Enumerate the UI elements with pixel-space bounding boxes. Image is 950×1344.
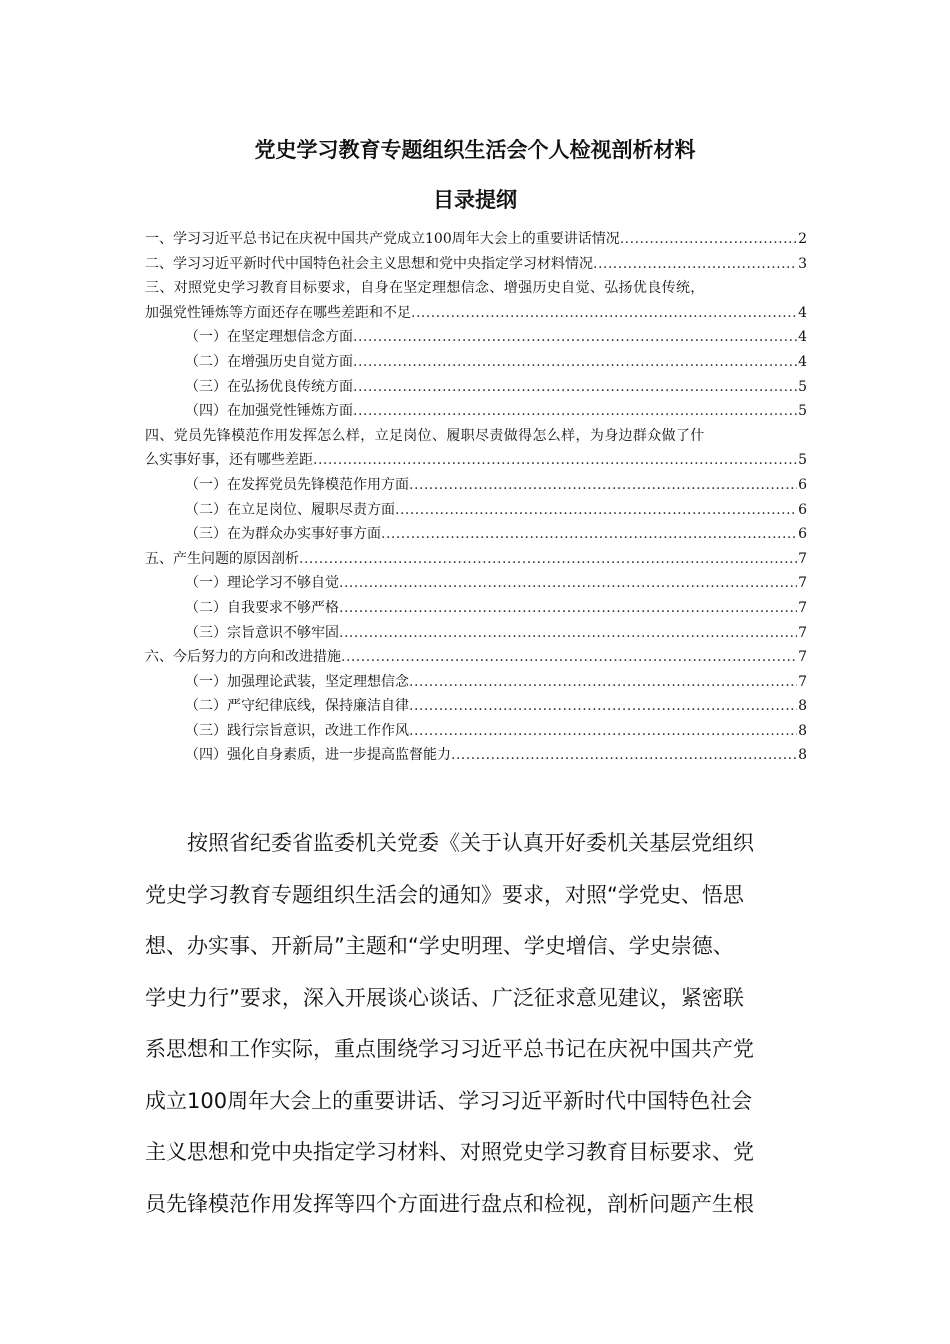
toc-leader-dots	[339, 621, 797, 646]
toc-leader-dots	[353, 375, 797, 400]
toc-entry-3-1[interactable]: （一）在坚定理想信念方面 ..... 4	[145, 325, 807, 350]
toc-entry-4-1[interactable]: （一）在发挥党员先锋模范作用方面 ..... 6	[145, 473, 807, 498]
toc-leader-dots	[353, 325, 797, 350]
toc-leader-dots	[409, 473, 797, 498]
toc-leader-dots	[620, 227, 797, 252]
toc-leader-dots	[313, 448, 797, 473]
toc-leader-dots	[409, 694, 797, 719]
toc-leader-dots	[341, 645, 797, 670]
toc-entry-6-1[interactable]: （一）加强理论武装，坚定理想信念 ..... 7	[145, 670, 807, 695]
paragraph-line: 按照省纪委省监委机关党委《关于认真开好委机关基层党组织	[187, 831, 754, 855]
toc-leader-dots	[353, 350, 797, 375]
toc-leader-dots	[381, 522, 797, 547]
paragraph-line: 成立100周年大会上的重要讲话、学习习近平新时代中国特色社会	[145, 1088, 753, 1113]
toc-entry-2[interactable]: 二、学习习近平新时代中国特色社会主义思想和党中央指定学习材料情况 ..... 3	[145, 252, 807, 277]
toc-leader-dots	[409, 719, 797, 744]
toc-page-number: 4	[798, 353, 807, 370]
toc-leader-dots	[339, 596, 797, 621]
toc-page-number: 7	[798, 599, 807, 616]
toc-leader-dots	[395, 498, 797, 523]
toc-leader-dots	[339, 571, 797, 596]
toc-page-number: 6	[798, 501, 807, 518]
toc-entry-6-2[interactable]: （二）严守纪律底线，保持廉洁自律 ..... 8	[145, 694, 807, 719]
toc-entry-5-1[interactable]: （一）理论学习不够自觉 ..... 7	[145, 571, 807, 596]
toc-leader-dots	[411, 301, 797, 326]
toc-page-number: 7	[798, 624, 807, 641]
paragraph-line: 员先锋模范作用发挥等四个方面进行盘点和检视，剖析问题产生根	[145, 1191, 754, 1216]
toc-entry-3-2[interactable]: （二）在增强历史自觉方面 ..... 4	[145, 350, 807, 375]
toc-page-number: 3	[798, 255, 807, 272]
toc-page-number: 2	[798, 231, 807, 247]
toc-leader-dots	[409, 670, 797, 695]
toc-entry-5[interactable]: 五、产生问题的原因剖析 ..... 7	[145, 547, 807, 572]
toc-entry-4[interactable]: 四、党员先锋模范作用发挥怎么样，立足岗位、履职尽责做得怎么样，为身边群众做了什 么实事好事，还有哪些差距 ..... 5	[145, 424, 807, 473]
paragraph-line: 主义思想和党中央指定学习材料、对照党史学习教育目标要求、党	[145, 1140, 754, 1164]
toc-entry-6-4[interactable]: （四）强化自身素质，进一步提高监督能力 ..... 8	[145, 743, 807, 768]
toc-page-number: 4	[798, 329, 807, 346]
toc-entry-6-3[interactable]: （三）践行宗旨意识，改进工作作风 ..... 8	[145, 719, 807, 744]
toc-page-number: 5	[798, 403, 807, 420]
paragraph-line: 想、办实事、开新局”主题和“学史明理、学史增信、学史崇德、	[145, 934, 734, 958]
paragraph-line: 党史学习教育专题组织生活会的通知》要求，对照“学党史、悟思	[145, 882, 744, 907]
toc-page-number: 6	[798, 476, 807, 493]
toc-page-number: 7	[798, 649, 807, 666]
toc-entry-5-3[interactable]: （三）宗旨意识不够牢固 ..... 7	[145, 621, 807, 646]
document-title: 党史学习教育专题组织生活会个人检视剖析材料	[254, 138, 696, 162]
toc-entry-3-4[interactable]: （四）在加强党性锤炼方面 ..... 5	[145, 399, 807, 424]
toc-entry-4-3[interactable]: （三）在为群众办实事好事方面 ..... 6	[145, 522, 807, 547]
toc-page-number: 8	[798, 747, 807, 764]
toc-page-number: 6	[798, 526, 807, 543]
paragraph-line: 系思想和工作实际，重点围绕学习习近平总书记在庆祝中国共产党	[145, 1037, 754, 1061]
toc-leader-dots	[353, 399, 797, 424]
toc-page-number: 7	[798, 673, 807, 690]
toc-page-number: 7	[798, 575, 807, 592]
toc-page-number: 5	[798, 452, 807, 469]
toc-page-number: 8	[798, 722, 807, 739]
toc-page-number: 7	[798, 550, 807, 567]
toc-entry-3-3[interactable]: （三）在弘扬优良传统方面 ..... 5	[145, 375, 807, 400]
table-of-contents	[145, 227, 807, 768]
toc-entry-6[interactable]: 六、今后努力的方向和改进措施 ..... 7	[145, 645, 807, 670]
toc-entry-3[interactable]: 三、对照党史学习教育目标要求，自身在坚定理想信念、增强历史自觉、弘扬优良传统， 加强党性锤炼等方面还存在哪些差距和不足 ..... 4	[145, 276, 807, 325]
toc-page-number: 4	[798, 304, 807, 321]
toc-heading: 目录提纲	[433, 188, 517, 212]
toc-page-number: 5	[798, 378, 807, 395]
toc-page-number: 8	[798, 698, 807, 715]
toc-leader-dots	[451, 743, 797, 768]
toc-leader-dots	[593, 252, 797, 277]
toc-entry-4-2[interactable]: （二）在立足岗位、履职尽责方面 ..... 6	[145, 498, 807, 523]
toc-entry-5-2[interactable]: （二）自我要求不够严格 ..... 7	[145, 596, 807, 621]
toc-entry-1[interactable]: 一、学习习近平总书记在庆祝中国共产党成立100周年大会上的重要讲话情况 ..... 2	[145, 227, 807, 252]
toc-leader-dots	[299, 547, 797, 572]
paragraph-line: 学史力行”要求，深入开展谈心谈话、广泛征求意见建议，紧密联	[145, 985, 744, 1010]
body-paragraph	[145, 818, 807, 1230]
